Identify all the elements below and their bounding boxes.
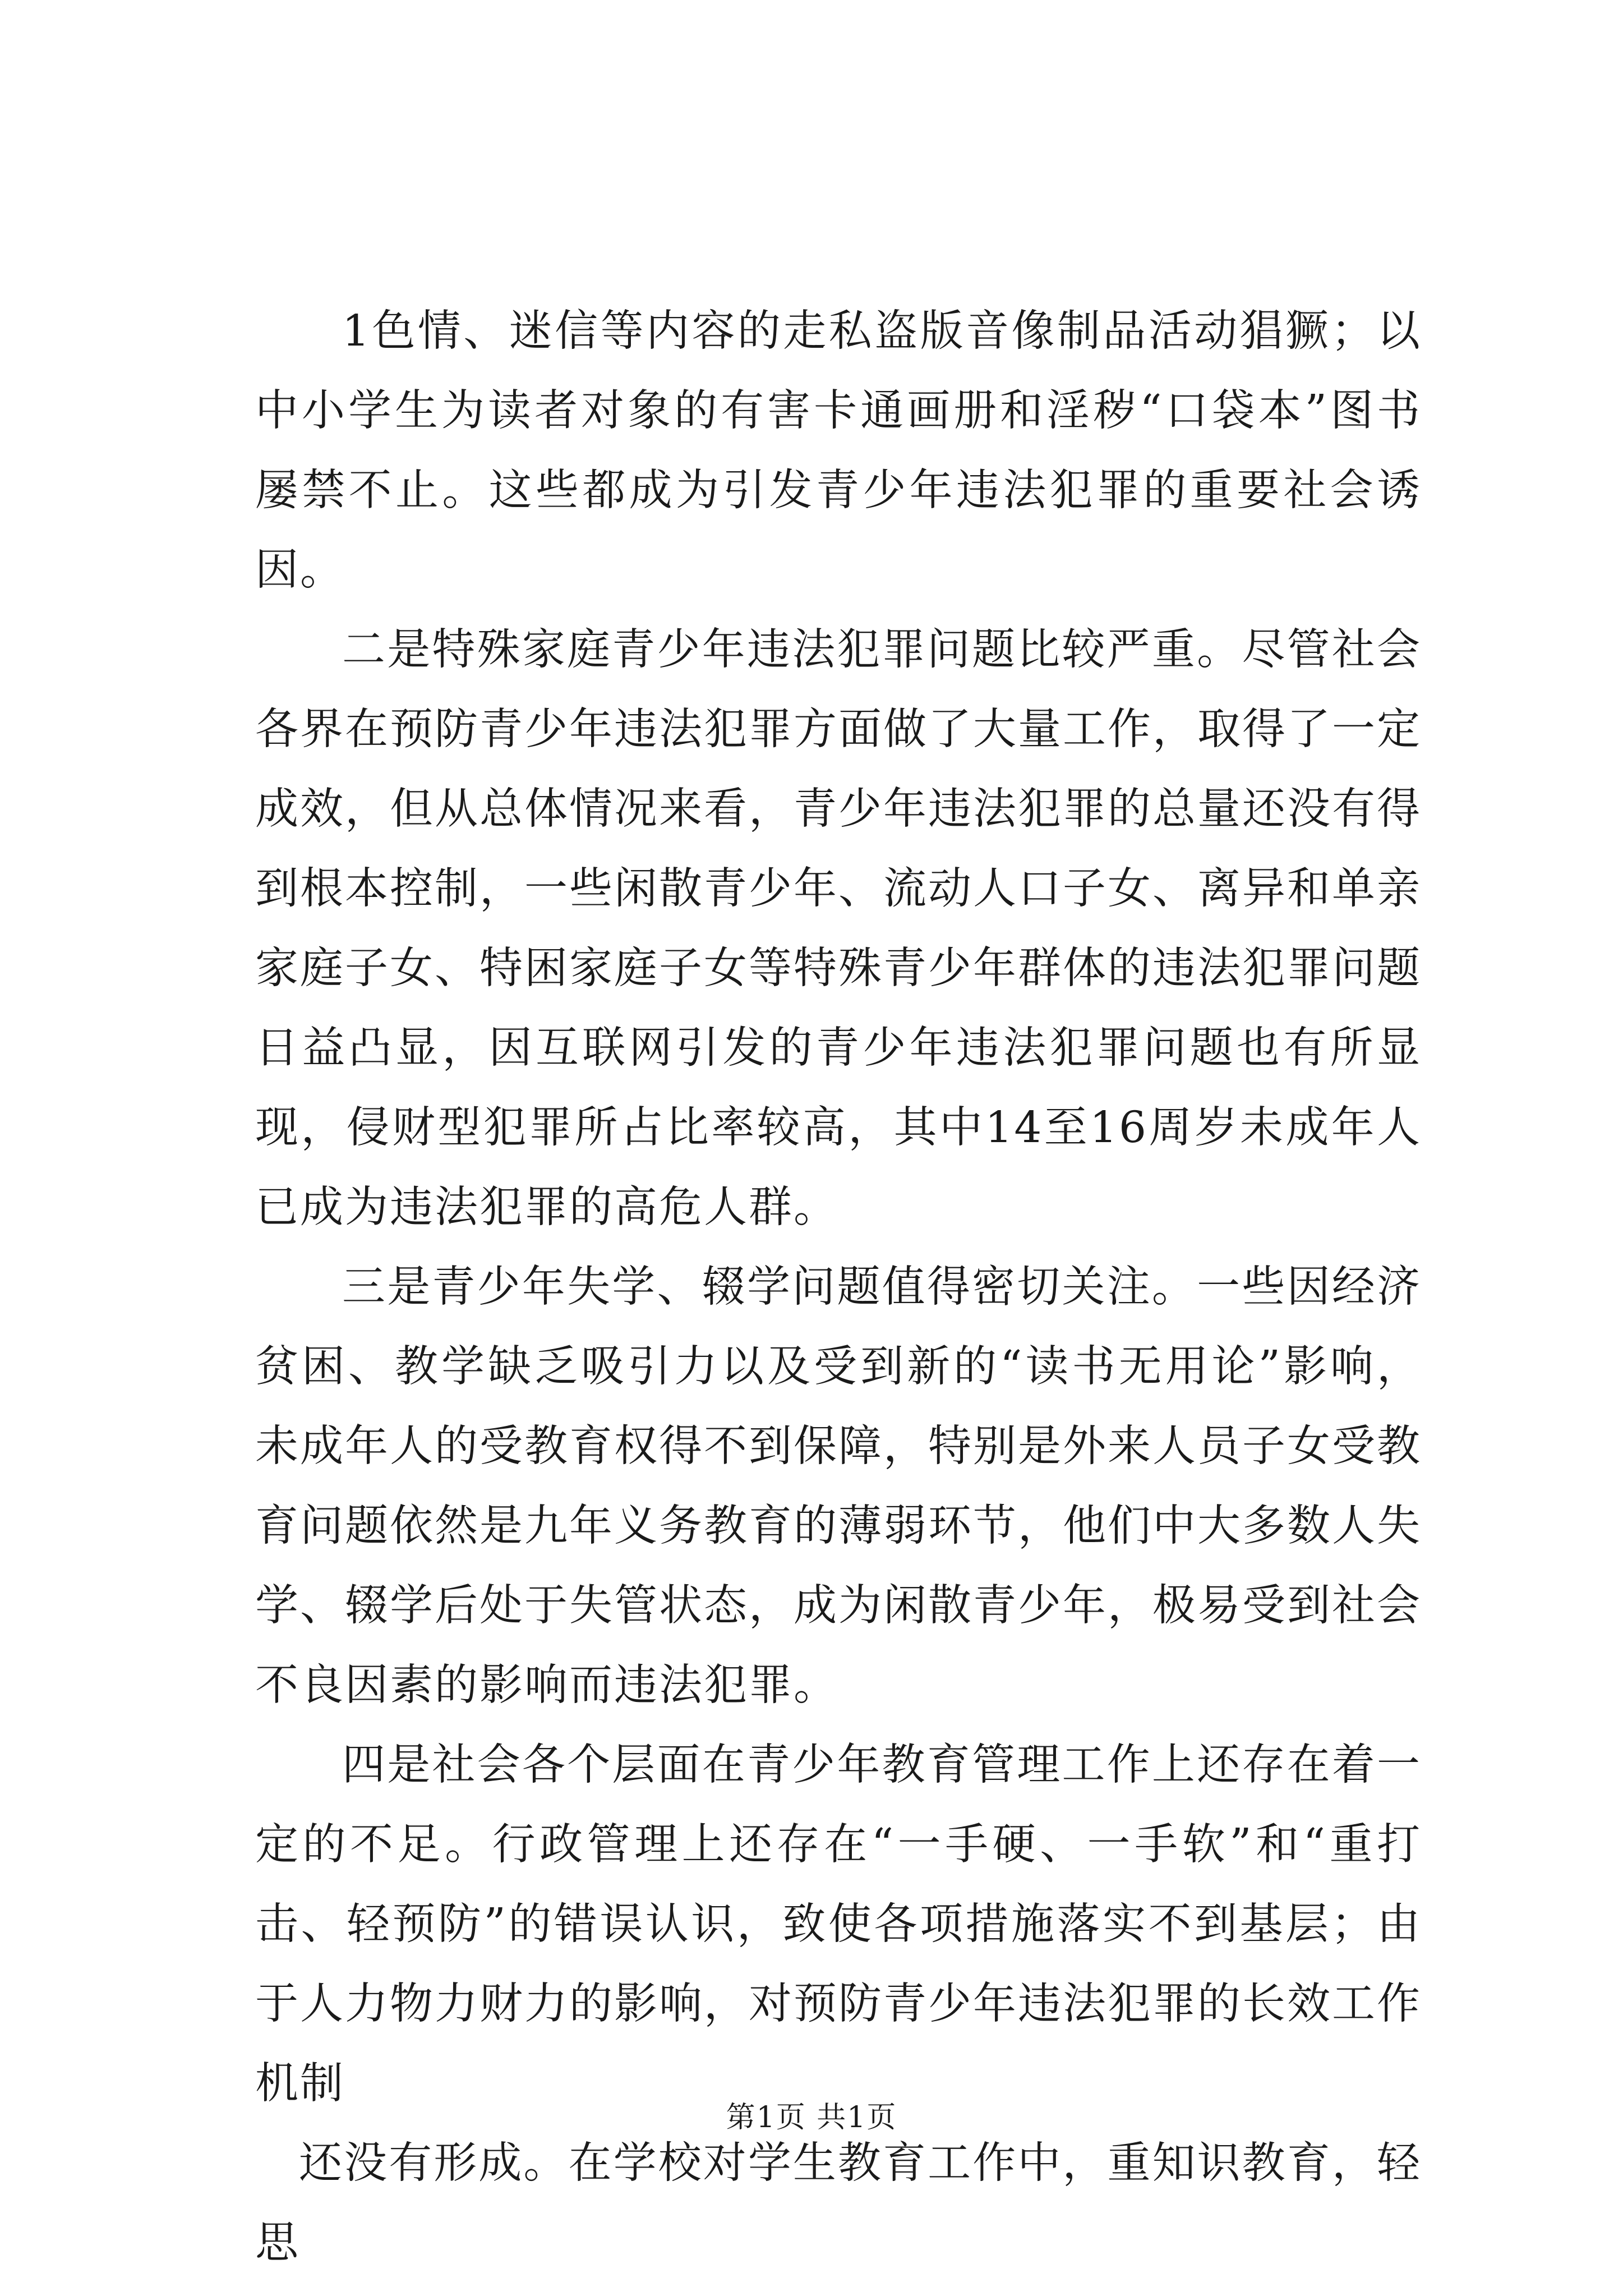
document-body — [255, 292, 1422, 2283]
paragraph-4: 四是社会各个层面在青少年教育管理工作上还存在着一定的不足。行政管理上还存在“一手硬、一手软”和“重打击、轻预防”的错误认识，致使各项措施落实不到基层；由于人力物力财力的影响，对预防青少年违法犯罪的长效工作机制 — [255, 1740, 1422, 2109]
paragraph-2: 二是特殊家庭青少年违法犯罪问题比较严重。尽管社会各界在预防青少年违法犯罪方面做了大量工作，取得了一定成效，但从总体情况来看，青少年违法犯罪的总量还没有得到根本控制，一些闲散青少年、流动人口子女、离异和单亲家庭子女、特困家庭子女等特殊青少年群体的违法犯罪问题日益凸显，因互联网引发的青少年违法犯罪问题也有所显现，侵财型犯罪所占比率较高，其中14至16周岁未成年人已成为违法犯罪的高危人群。 — [255, 625, 1422, 1232]
page-footer: 第1页 共1页 — [726, 2101, 897, 2134]
paragraph-1: 1色情、迷信等内容的走私盗版音像制品活动猖獗；以中小学生为读者对象的有害卡通画册和淫秽“口袋本”图书屡禁不止。这些都成为引发青少年违法犯罪的重要社会诱因。 — [255, 306, 1422, 595]
paragraph-5: 还没有形成。在学校对学生教育工作中，重知识教育，轻思 — [255, 2138, 1422, 2268]
paragraph-3: 三是青少年失学、辍学问题值得密切关注。一些因经济贫困、教学缺乏吸引力以及受到新的“读书无用论”影响，未成年人的受教育权得不到保障，特别是外来人员子女受教育问题依然是九年义务教育的薄弱环节，他们中大多数人失学、辍学后处于失管状态，成为闲散青少年，极易受到社会不良因素的影响而违法犯罪。 — [255, 1262, 1422, 1710]
